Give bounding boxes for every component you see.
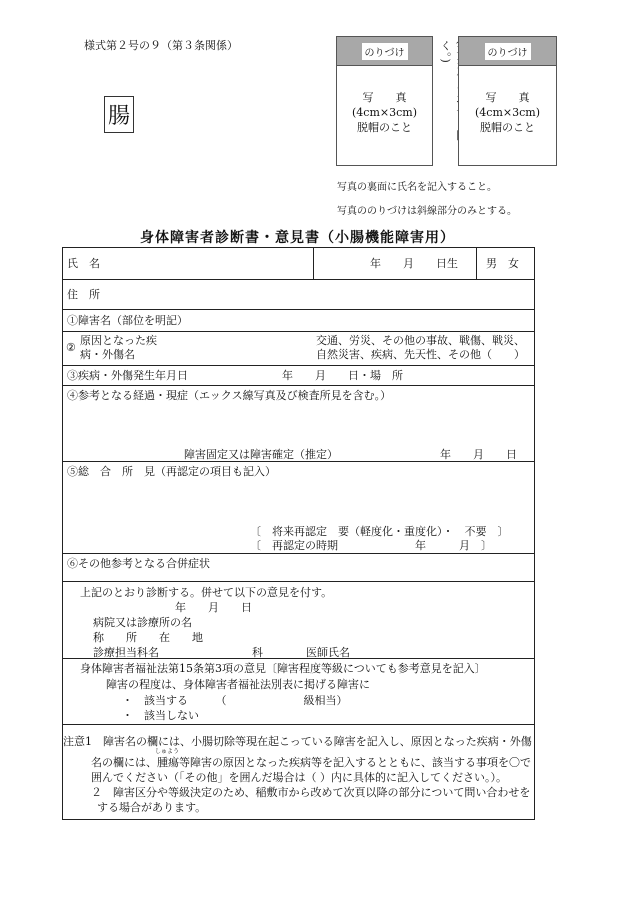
photo-line3: 脱帽のこと — [357, 121, 412, 134]
note-2b: する場合があります。 — [97, 801, 207, 814]
cause-label-1: 原因となった疾 — [80, 334, 157, 347]
photo-line1: 写 真 — [485, 91, 530, 104]
note-1b: 名の欄には、腫瘍等障害の原因となった疾病等を記入するとともに、該当する事項を〇で — [91, 756, 531, 769]
history-label: ④参考となる経過・現症（エックス線写真及び検査所見を含む。） — [67, 389, 392, 402]
location-label: 称 所 在 地 — [93, 631, 203, 644]
fixed-label: 障害固定又は障害確定（推定） — [184, 448, 338, 461]
cause-label-2: 病・外傷名 — [80, 348, 135, 361]
seal-char: 腸 — [104, 96, 134, 133]
other-label: ⑥その他参考となる合併症状 — [67, 557, 210, 570]
photo-line1: 写 真 — [362, 91, 407, 104]
photo-line2: (4cm×3cm) — [352, 106, 417, 119]
declaration-date: 年 月 日 — [175, 601, 252, 614]
address-label: 住 所 — [67, 288, 100, 301]
note-2a: ２ 障害区分や等級決定のため、稲敷市から改めて次頁以降の部分について問い合わせを — [91, 786, 531, 799]
note-name: 写真の裏面に氏名を記入すること。 — [337, 182, 497, 193]
declaration-line: 上記のとおり診断する。併せて以下の意見を付す。 — [80, 586, 333, 599]
opinion-option-2: ・ 該当しない — [122, 709, 199, 722]
birth-label: 年 月 日生 — [370, 257, 458, 270]
recert-line-2: 〔 再認定の時期 年 月 〕 — [250, 539, 492, 552]
opinion-label: ⑤総 合 所 見（再認定の項目も記入） — [67, 465, 276, 478]
glue-label: のりづけ — [485, 43, 531, 60]
page-title: 身体障害者診断書・意見書（小腸機能障害用） — [140, 230, 455, 246]
sex-label: 男 女 — [486, 257, 519, 270]
opinion-line: 障害の程度は、身体障害者福祉法別表に掲げる障害に — [106, 678, 370, 691]
photo-box-left — [336, 36, 433, 166]
ka-label: 科 — [252, 646, 263, 659]
note-ruby: しゅよう — [155, 748, 180, 755]
glue-label: のりづけ — [362, 43, 408, 60]
cause-options-2: 自然災害、疾病、先天性、その他（ ） — [316, 348, 525, 361]
photo-line2: (4cm×3cm) — [475, 106, 540, 119]
reissue-note: く。) — [439, 40, 452, 64]
opinion-option-1: ・ 該当する （ 級相当） — [122, 694, 348, 707]
doctor-label: 医師氏名 — [306, 646, 350, 659]
onset-label: ③疾病・外傷発生年月日 — [67, 369, 188, 382]
cause-options-1: 交通、労災、その他の事故、戦傷、戦災、 — [316, 334, 525, 347]
disability-name-label: ①障害名（部位を明記） — [67, 314, 188, 327]
recert-line-1: 〔 将来再認定 要（軽度化・重度化）・ 不要 〕 — [250, 525, 509, 538]
note-1c: 囲んでください（「その他」を囲んだ場合は（ ）内に具体的に記入してください。）。 — [91, 771, 507, 784]
cause-num: ② — [66, 341, 76, 354]
name-label: 氏 名 — [67, 257, 100, 270]
fixed-date: 年 月 日 — [440, 448, 517, 461]
note-1a: 注意1 障害名の欄には、小腸切除等現在起こっている障害を記入し、原因となった疾病・外傷 — [63, 735, 532, 748]
dept-label: 診療担当科名 — [93, 646, 159, 659]
form-number: 様式第２号の９（第３条関係） — [84, 39, 238, 52]
hospital-label: 病院又は診療所の名 — [93, 616, 192, 629]
opinion-heading: 身体障害者福祉法第15条第3項の意見〔障害程度等級についても参考意見を記入〕 — [80, 662, 486, 675]
note-glue: 写真ののりづけは斜線部分のみとする。 — [337, 206, 517, 217]
onset-date: 年 月 日・場 所 — [282, 369, 403, 382]
photo-box-right — [458, 36, 557, 166]
photo-line3: 脱帽のこと — [480, 121, 535, 134]
